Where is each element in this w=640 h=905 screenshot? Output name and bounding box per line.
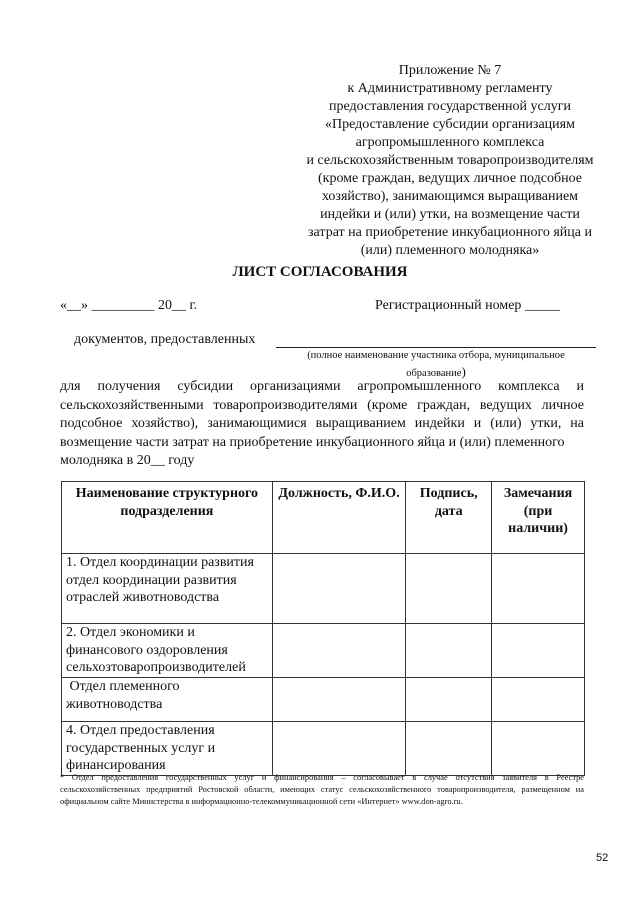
position-cell[interactable]: [272, 554, 406, 624]
appendix-line: затрат на приобретение инкубационного яйца и: [308, 225, 592, 240]
header-position: Должность, Ф.И.О.: [272, 482, 406, 554]
appendix-header: [285, 62, 615, 260]
header-signature: Подпись, дата: [406, 482, 492, 554]
position-cell[interactable]: [272, 624, 406, 678]
appendix-line: «Предоставление субсидии организациям: [325, 117, 575, 132]
remarks-cell[interactable]: [492, 624, 585, 678]
department-cell: 2. Отдел экономики и финансового оздоровления сельхозтоваропроизводителей: [62, 624, 273, 678]
table-row: [62, 554, 585, 624]
department-cell: Отдел племенного животноводства: [62, 678, 273, 722]
appendix-line: предоставления государственной услуги: [329, 99, 571, 114]
paragraph-last-line: молодняка в 20__ году: [60, 453, 195, 468]
position-cell[interactable]: [272, 722, 406, 776]
signature-cell[interactable]: [406, 624, 492, 678]
table-header-row: [62, 482, 585, 554]
document-title: ЛИСТ СОГЛАСОВАНИЯ: [232, 264, 408, 280]
position-cell[interactable]: [272, 678, 406, 722]
date-field: «__» _________ 20__ г.: [60, 298, 198, 313]
remarks-cell[interactable]: [492, 722, 585, 776]
approval-table: [61, 481, 585, 776]
documents-label: документов, предоставленных: [74, 332, 256, 347]
table-row: [62, 722, 585, 776]
page-number: 52: [596, 852, 609, 864]
table-row: [62, 624, 585, 678]
signature-cell[interactable]: [406, 554, 492, 624]
table-row: [62, 678, 585, 722]
signature-cell[interactable]: [406, 678, 492, 722]
appendix-line: хозяйство), занимающимся выращиванием: [321, 189, 579, 204]
hint-line-2-text: образование: [406, 368, 462, 379]
appendix-line: (кроме граждан, ведущих личное подсобное: [317, 171, 582, 186]
appendix-line: Приложение № 7: [398, 63, 502, 78]
signature-cell[interactable]: [406, 722, 492, 776]
paragraph-body: для получения субсидии организациями агропромышленного комплекса и сельскохозяйственными товаропроизводителями (кроме граждан, ведущих личное подсобное хозяйство), занимающимися выращиванием индейки и (или) утки, на возмещение части затрат на приобретение инкубационного яйца и (или) племенного: [60, 379, 584, 450]
hint-line-1: (полное наименование участника отбора, муниципальное: [307, 350, 565, 361]
department-cell: 4. Отдел предоставления государственных услуг и финансирования: [62, 722, 273, 776]
department-cell: 1. Отдел координации развития отдел координации развития отраслей животноводства: [62, 554, 273, 624]
appendix-line: агропромышленного комплекса: [355, 135, 545, 150]
header-department: Наименование структурного подразделения: [62, 482, 273, 554]
appendix-line: к Административному регламенту: [347, 81, 553, 96]
remarks-cell[interactable]: [492, 678, 585, 722]
registration-number-field: Регистрационный номер _____: [375, 298, 560, 313]
header-remarks: Замечания (при наличии): [492, 482, 585, 554]
documents-hint: [276, 348, 596, 382]
purpose-paragraph: [60, 378, 584, 471]
appendix-line: (или) племенного молодняка»: [360, 243, 540, 258]
hint-paren: ): [461, 364, 466, 379]
footnote: * Отдел предоставления государственных услуг и финансирования – согласовывает в случае отсутствия заявителя в Реестре сельскохозяйственных предприятий Ростовской области, имеющих статус сельскохозяйственного товаропроизводителя, размещенном на официальном сайте Министерства в информационно-телекоммуникационной сети «Интернет» www.don-agro.ru.: [60, 773, 584, 806]
appendix-line: индейки и (или) утки, на возмещение части: [320, 207, 580, 222]
appendix-line: и сельскохозяйственным товаропроизводителям: [306, 153, 594, 168]
remarks-cell[interactable]: [492, 554, 585, 624]
